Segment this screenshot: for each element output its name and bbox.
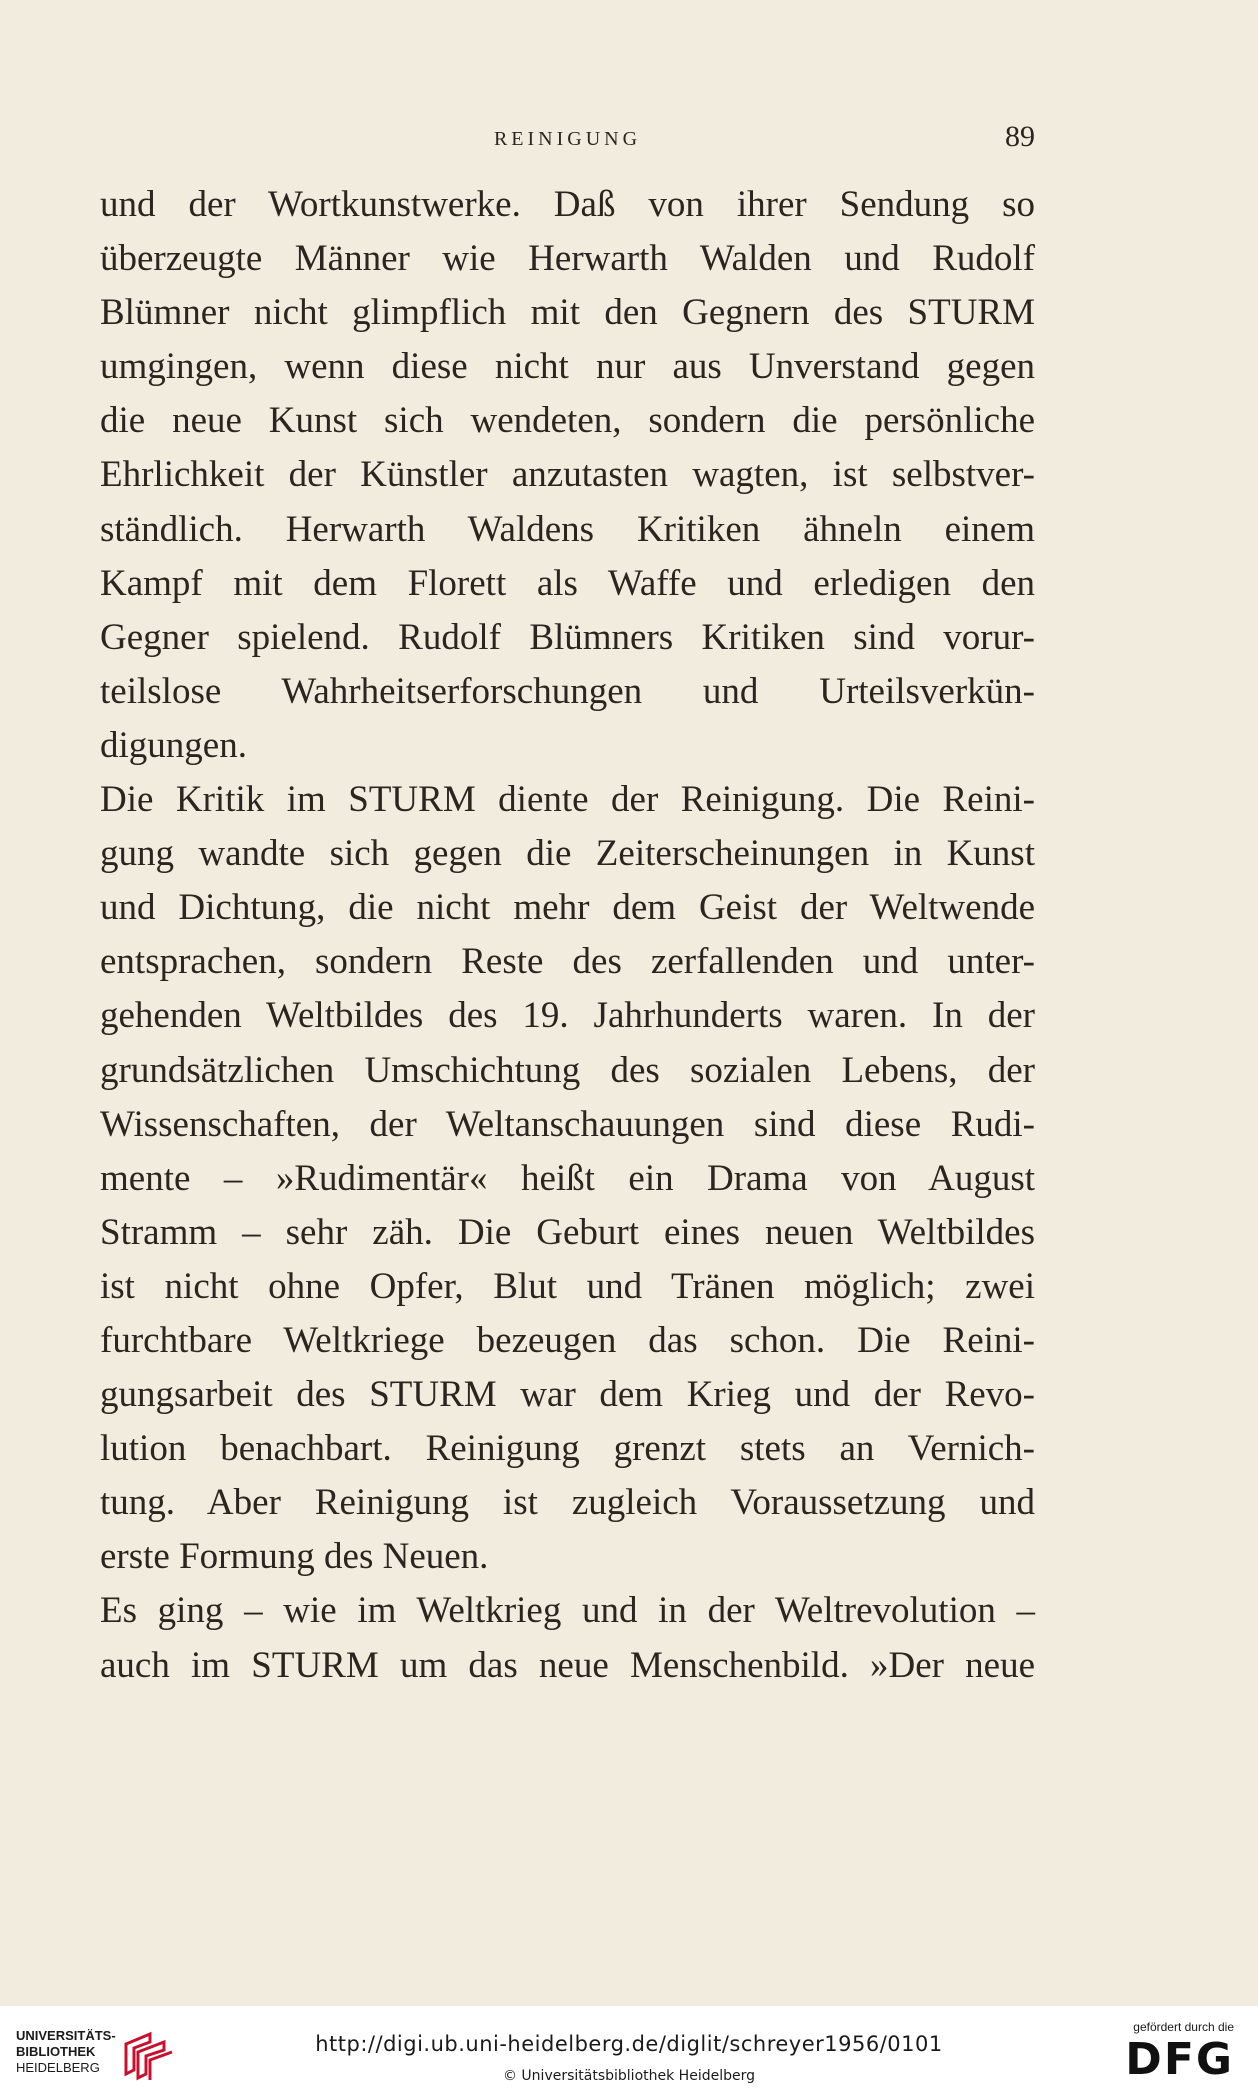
- text-line: erste Formung des Neuen.: [100, 1536, 489, 1578]
- text-line: gung wandte sich gegen die Zeiterscheinungen in Kunst: [100, 833, 1035, 875]
- running-title: REINIGUNG: [493, 128, 642, 150]
- text-line: und Dichtung, die nicht mehr dem Geist der Weltwende: [100, 887, 1035, 929]
- permalink-url[interactable]: http://digi.ub.uni-heidelberg.de/diglit/schreyer1956/0101: [315, 2032, 943, 2056]
- text-line: Gegner spielend. Rudolf Blümners Kritiken sind vorur-: [100, 616, 1035, 658]
- library-name-line: BIBLIOTHEK: [16, 2044, 96, 2059]
- running-head: [100, 120, 1035, 160]
- text-line: grundsätzlichen Umschichtung des sozialen Lebens, der: [100, 1049, 1035, 1091]
- text-line: lution benachbart. Reinigung grenzt stets an Vernich-: [100, 1428, 1035, 1470]
- text-line: gungsarbeit des STURM war dem Krieg und der Revo-: [100, 1374, 1035, 1416]
- text-line: ist nicht ohne Opfer, Blut und Tränen möglich; zwei: [100, 1265, 1035, 1307]
- text-line: und der Wortkunstwerke. Daß von ihrer Sendung so: [100, 184, 1035, 225]
- text-line: auch im STURM um das neue Menschenbild. »Der neue: [100, 1644, 1035, 1686]
- dfg-logo-icon: DFG: [1125, 2034, 1234, 2085]
- text-line: Kampf mit dem Florett als Waffe und erledigen den: [100, 562, 1035, 604]
- text-line: entsprachen, sondern Reste des zerfallenden und unter-: [100, 941, 1035, 983]
- funder-logo[interactable]: [1104, 2020, 1234, 2086]
- text-line: mente – »Rudimentär« heißt ein Drama von August: [100, 1157, 1035, 1199]
- text-line: überzeugte Männer wie Herwarth Walden und Rudolf: [100, 238, 1035, 280]
- funder-caption: gefördert durch die: [1133, 2020, 1234, 2034]
- text-line: Blümner nicht glimpflich mit den Gegnern des STURM: [100, 292, 1035, 334]
- page-number: 89: [1005, 120, 1035, 153]
- copyright-notice: © Universitätsbibliothek Heidelberg: [502, 2068, 755, 2084]
- library-name-line: HEIDELBERG: [16, 2060, 100, 2075]
- text-line: Wissenschaften, der Weltanschauungen sind diese Rudi-: [100, 1103, 1035, 1145]
- text-line: tung. Aber Reinigung ist zugleich Voraussetzung und: [100, 1482, 1035, 1524]
- text-line: gehenden Weltbildes des 19. Jahrhunderts waren. In der: [100, 995, 1035, 1037]
- library-name-line: UNIVERSITÄTS-: [16, 2028, 116, 2043]
- text-line: Es ging – wie im Weltkrieg und in der Weltrevolution –: [100, 1590, 1035, 1632]
- text-line: teilslose Wahrheitserforschungen und Urteilsverkün-: [100, 670, 1035, 712]
- body-text: [100, 178, 1035, 1693]
- text-line: Stramm – sehr zäh. Die Geburt eines neuen Weltbildes: [100, 1211, 1035, 1253]
- text-line: digungen.: [100, 724, 247, 766]
- text-line: Die Kritik im STURM diente der Reinigung. Die Reini-: [100, 779, 1035, 821]
- viewer-footer: [0, 2006, 1258, 2097]
- text-line: die neue Kunst sich wendeten, sondern die persönliche: [100, 400, 1035, 442]
- text-line: umgingen, wenn diese nicht nur aus Unverstand gegen: [100, 346, 1035, 388]
- text-line: Ehrlichkeit der Künstler anzutasten wagten, ist selbstver-: [100, 454, 1035, 496]
- text-line: furchtbare Weltkriege bezeugen das schon. Die Reini-: [100, 1319, 1035, 1361]
- text-line: ständlich. Herwarth Waldens Kritiken ähneln einem: [100, 508, 1035, 550]
